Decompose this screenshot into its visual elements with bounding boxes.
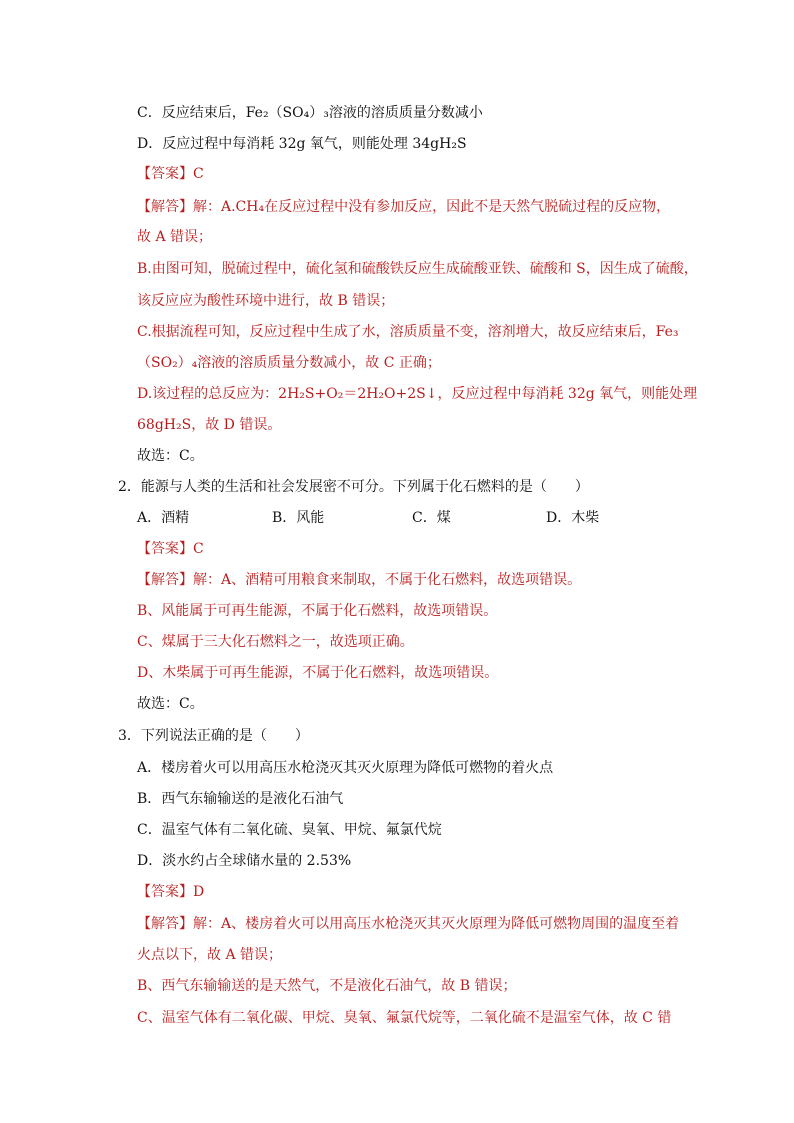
q1-analysis-line: C.根据流程可知，反应过程中生成了水，溶质质量不变，溶剂增大，故反应结束后，Fe₃ <box>137 324 679 340</box>
q3-option-b: B．西气东输输送的是液化石油气 <box>137 791 344 807</box>
q3-analysis-line <box>137 914 679 934</box>
q1-option-c: C．反应结束后，Fe₂（SO₄）₃溶液的溶质质量分数减小 <box>137 105 483 121</box>
answer-value: D <box>193 884 205 900</box>
q1-analysis-line: 68gH₂S，故 D 错误。 <box>137 417 282 433</box>
answer-value: C <box>193 541 204 557</box>
q3-answer <box>137 882 204 902</box>
q1-option-d: D．反应过程中每消耗 32g 氧气，则能处理 34gH₂S <box>137 136 467 152</box>
q2-stem: 2．能源与人类的生活和社会发展密不可分。下列属于化石燃料的是（ ） <box>118 479 589 495</box>
analysis-text: 解：A.CH₄在反应过程中没有参加反应，因此不是天然气脱硫过程的反应物， <box>193 199 671 215</box>
q2-options <box>137 508 599 528</box>
q3-stem: 3．下列说法正确的是（ ） <box>118 728 309 744</box>
q3-option-a: A．楼房着火可以用高压水枪浇灭其灭火原理为降低可燃物的着火点 <box>137 760 554 776</box>
q2-answer <box>137 539 204 559</box>
analysis-text: 解：A、酒精可用粮食来制取，不属于化石燃料，故选项错误。 <box>193 572 582 588</box>
analysis-label: 【解答】 <box>137 199 193 215</box>
analysis-label: 【解答】 <box>137 916 193 932</box>
analysis-text: 解：A、楼房着火可以用高压水枪浇灭其灭火原理为降低可燃物周围的温度至着 <box>193 916 680 932</box>
q2-option-c: C．煤 <box>412 510 451 526</box>
q3-option-c: C．温室气体有二氧化硫、臭氧、甲烷、氟氯代烷 <box>137 822 442 838</box>
q1-analysis-line <box>137 197 670 217</box>
q2-option-d: D．木柴 <box>546 510 600 526</box>
q2-option-b: B．风能 <box>272 510 325 526</box>
answer-value: C <box>193 166 204 182</box>
q2-analysis-line: B、风能属于可再生能源，不属于化石燃料，故选项错误。 <box>137 603 498 619</box>
answer-label: 【答案】 <box>137 541 193 557</box>
q1-analysis-line: D.该过程的总反应为：2H₂S+O₂＝2H₂O+2S↓，反应过程中每消耗 32g 氧气，则能处理 <box>137 386 698 402</box>
q2-option-a: A．酒精 <box>137 510 190 526</box>
q3-analysis-line: C、温室气体有二氧化碳、甲烷、臭氧、氟氯代烷等，二氧化硫不是温室气体，故 C 错 <box>137 1010 672 1026</box>
answer-label: 【答案】 <box>137 884 193 900</box>
q1-analysis-line: 该反应应为酸性环境中进行，故 B 错误； <box>137 293 395 309</box>
answer-label: 【答案】 <box>137 166 193 182</box>
q1-analysis-line: （SO₂）₄溶液的溶质质量分数减小，故 C 正确； <box>137 355 441 371</box>
q3-option-d: D．淡水约占全球储水量的 2.53% <box>137 853 352 869</box>
q3-analysis-line: 火点以下，故 A 错误； <box>137 947 283 963</box>
q1-conclusion: 故选：C。 <box>137 448 204 464</box>
q2-analysis-line: D、木柴属于可再生能源，不属于化石燃料，故选项错误。 <box>137 665 499 681</box>
q2-analysis-line: C、煤属于三大化石燃料之一，故选项正确。 <box>137 634 414 650</box>
q3-analysis-line: B、西气东输输送的是天然气，不是液化石油气，故 B 错误； <box>137 978 517 994</box>
analysis-label: 【解答】 <box>137 572 193 588</box>
q2-analysis-line <box>137 570 581 590</box>
q2-conclusion: 故选：C。 <box>137 696 204 712</box>
q1-answer <box>137 164 204 184</box>
q1-analysis-line: B.由图可知，脱硫过程中，硫化氢和硫酸铁反应生成硫酸亚铁、硫酸和 S，因生成了硫酸， <box>137 261 698 277</box>
q1-analysis-line: 故 A 错误； <box>137 229 213 245</box>
